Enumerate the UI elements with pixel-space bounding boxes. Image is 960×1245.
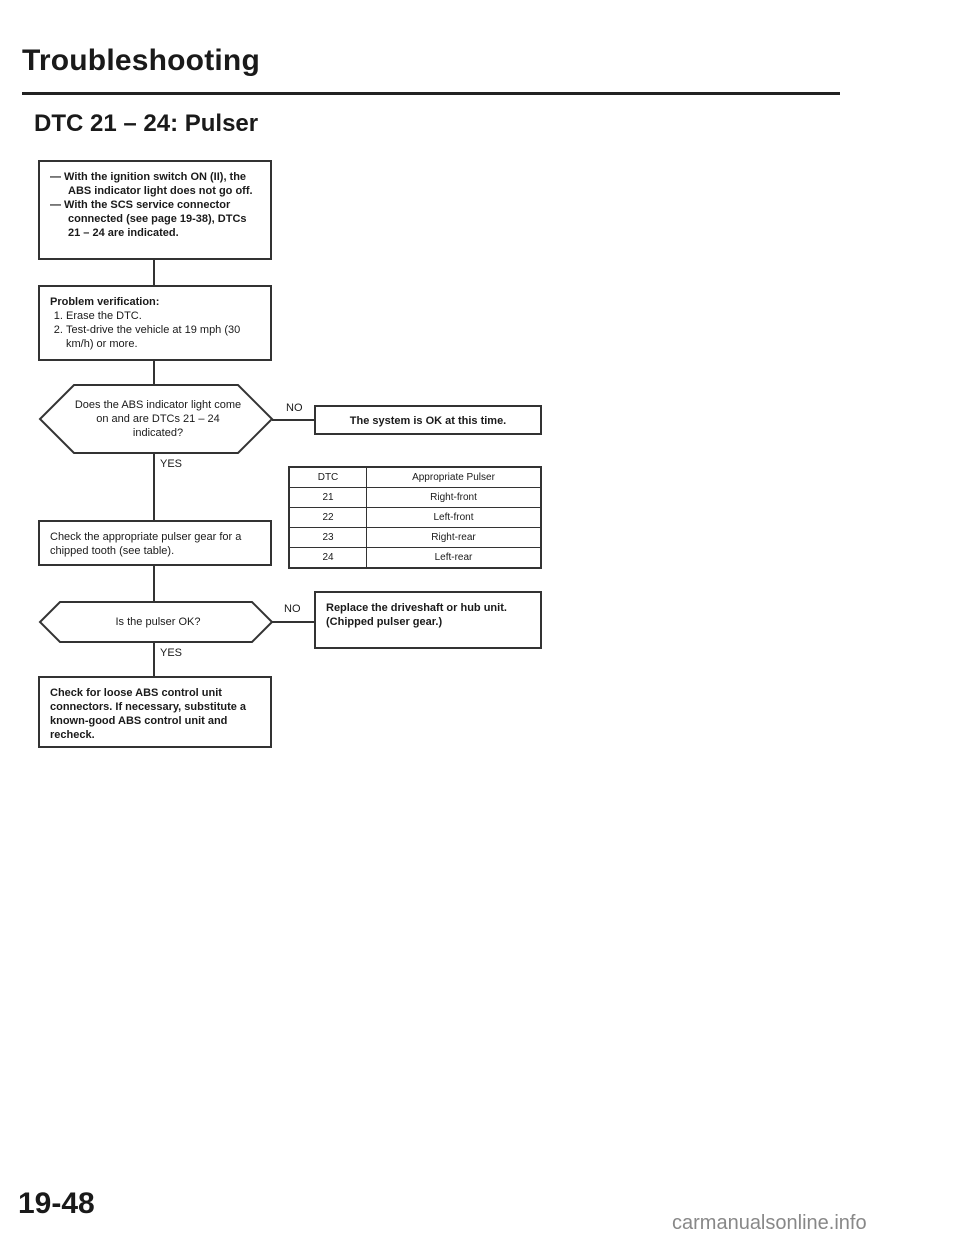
symptom-box [38, 160, 272, 260]
no-connector-2 [272, 621, 314, 623]
system-ok-box: The system is OK at this time. [314, 405, 542, 435]
decision-text-1: Does the ABS indicator light come on and are DTCs 21 – 24 indicated? [74, 399, 242, 439]
no-label-1: NO [286, 402, 303, 414]
verification-step: 1. Erase the DTC. [66, 309, 260, 323]
table-row [289, 508, 541, 528]
table-header-dtc: DTC [289, 467, 367, 488]
section-subtitle: DTC 21 – 24: Pulser [34, 110, 259, 137]
table-cell-pulser: Right-front [367, 488, 542, 508]
symptom-item: — With the ignition switch ON (II), the ABS indicator light does not go off. [50, 171, 253, 197]
verification-steps [50, 309, 260, 351]
table-row [289, 528, 541, 548]
check-control-unit-box: Check for loose ABS control unit connectors. If necessary, substitute a known-good ABS control unit and recheck. [38, 676, 272, 748]
table-cell-pulser: Left-front [367, 508, 542, 528]
table-cell-pulser: Left-rear [367, 548, 542, 569]
no-label-2: NO [284, 603, 301, 615]
symptom-list [50, 170, 260, 240]
table-cell-dtc: 24 [289, 548, 367, 569]
symptom-item: — With the SCS service connector connected (see page 19-38), DTCs 21 – 24 are indicated. [50, 199, 247, 239]
table-header-row [289, 467, 541, 488]
verification-title: Problem verification: [50, 296, 160, 308]
title-rule [22, 92, 840, 95]
decision-text-2: Is the pulser OK? [115, 616, 201, 628]
watermark: carmanualsonline.info [672, 1212, 867, 1234]
table-cell-dtc: 22 [289, 508, 367, 528]
verification-step: 2. Test-drive the vehicle at 19 mph (30 km/h) or more. [66, 323, 260, 351]
check-pulser-gear-box: Check the appropriate pulser gear for a chipped tooth (see table). [38, 520, 272, 566]
yes-label-2: YES [160, 647, 183, 659]
table-row [289, 488, 541, 508]
dtc-pulser-table [288, 466, 542, 569]
table-cell-dtc: 23 [289, 528, 367, 548]
page-title: Troubleshooting [22, 44, 260, 77]
table-cell-pulser: Right-rear [367, 528, 542, 548]
table-header-pulser: Appropriate Pulser [367, 467, 542, 488]
problem-verification-box [38, 285, 272, 361]
replace-driveshaft-box: Replace the driveshaft or hub unit. (Chipped pulser gear.) [314, 591, 542, 649]
yes-label-1: YES [160, 458, 183, 470]
page-number: 19-48 [18, 1187, 95, 1220]
no-connector-1 [272, 419, 314, 421]
table-row [289, 548, 541, 569]
table-cell-dtc: 21 [289, 488, 367, 508]
